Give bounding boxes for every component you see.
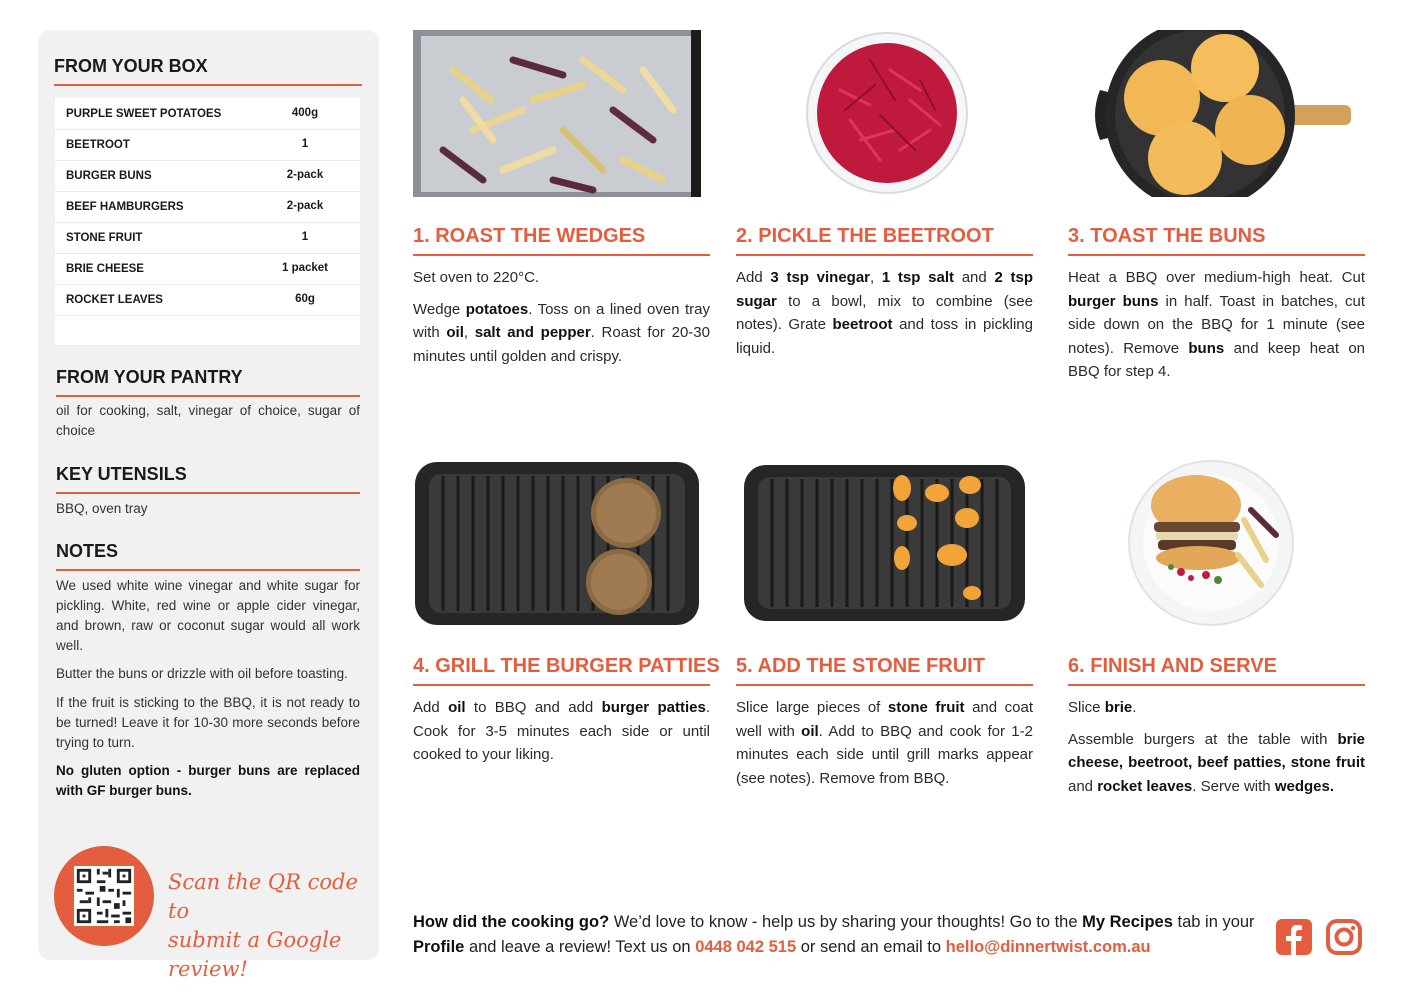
step-paragraph: Slice brie. xyxy=(1068,699,1137,716)
utensils-text: BBQ, oven tray xyxy=(56,501,148,516)
ingredient-name: BEEF HAMBURGERS xyxy=(66,201,184,213)
qr-badge xyxy=(54,846,154,946)
step-5-title: 5. ADD THE STONE FRUIT xyxy=(736,655,1033,686)
notes-gluten-option: No gluten option - burger buns are replaced with GF burger buns. xyxy=(56,763,360,798)
table-row xyxy=(55,191,360,223)
qr-caption-line: Scan the QR code to xyxy=(168,870,358,923)
step-4-title: 4. GRILL THE BURGER PATTIES xyxy=(413,655,710,686)
table-row xyxy=(55,160,360,192)
ingredient-name: PURPLE SWEET POTATOES xyxy=(66,108,222,120)
stone-fruit-photo xyxy=(742,463,1027,623)
toast-buns-photo xyxy=(1090,30,1356,197)
step-1-body xyxy=(413,266,710,376)
step-paragraph: Slice large pieces of stone fruit and coat well with oil. Add to BBQ and cook for 1-2 minutes each side until grill marks appear (see notes). Remove from BBQ. xyxy=(736,699,1033,787)
grill-patties-photo xyxy=(413,460,701,627)
burger-plate-photo xyxy=(1126,460,1296,627)
step-6-title: 6. FINISH AND SERVE xyxy=(1068,655,1365,686)
table-row xyxy=(55,284,360,316)
step-2-body xyxy=(736,266,1033,368)
qr-caption-line: submit a Google review! xyxy=(168,928,342,981)
step-paragraph: Set oven to 220°C. xyxy=(413,269,540,286)
ingredient-name: BRIE CHEESE xyxy=(66,263,144,275)
pantry-heading: FROM YOUR PANTRY xyxy=(56,367,360,397)
roast-wedges-photo xyxy=(413,30,701,197)
ingredient-qty: 400g xyxy=(291,107,319,119)
ingredient-name: STONE FRUIT xyxy=(66,232,143,244)
pickle-beetroot-photo xyxy=(800,30,975,197)
step-paragraph: Assemble burgers at the table with brie cheese, beetroot, beef patties, stone fruit and rocket leaves. Serve with wedges. xyxy=(1068,730,1365,795)
step-5-body xyxy=(736,696,1033,798)
step-paragraph: Add oil to BBQ and add burger patties. Cook for 3-5 minutes each side or until cooked to your liking. xyxy=(413,699,711,763)
qr-code-icon[interactable] xyxy=(74,866,134,926)
ingredient-name: BURGER BUNS xyxy=(66,170,152,182)
email-link[interactable]: hello@dinnertwist.com.au xyxy=(945,938,1151,956)
instagram-icon[interactable] xyxy=(1325,918,1363,956)
review-footer: How did the cooking go? We’d love to know - help us by sharing your thoughts! Go to the My Recipes tab in your Profile and leave a review! Text us on 0448 042 515 or send an email to hello@dinnertwist.com.au xyxy=(413,913,1255,956)
step-4-body xyxy=(413,696,710,775)
step-3-title: 3. TOAST THE BUNS xyxy=(1068,225,1365,256)
qr-caption xyxy=(168,868,368,984)
table-row xyxy=(55,253,360,285)
notes-paragraph: Butter the buns or drizzle with oil before toasting. xyxy=(56,666,348,681)
ingredient-qty: 2-pack xyxy=(286,169,324,181)
ingredient-qty: 1 xyxy=(301,231,309,243)
step-1-title: 1. ROAST THE WEDGES xyxy=(413,225,710,256)
step-paragraph: Wedge potatoes. Toss on a lined oven tray with oil, salt and pepper. Roast for 20-30 minutes until golden and crispy. xyxy=(413,300,710,365)
table-row xyxy=(55,129,360,161)
step-paragraph: Heat a BBQ over medium-high heat. Cut burger buns in half. Toast in batches, cut side down on the BBQ for 1 minute (see notes). Remove buns and keep heat on BBQ for step 4. xyxy=(1068,269,1366,380)
sidebar xyxy=(38,30,379,981)
ingredient-name: ROCKET LEAVES xyxy=(66,294,163,306)
utensils-heading: KEY UTENSILS xyxy=(56,464,360,494)
notes-paragraph: If the fruit is sticking to the BBQ, it is not ready to be turned! Leave it for 10-30 more seconds before trying to turn. xyxy=(56,695,360,750)
facebook-icon[interactable] xyxy=(1275,918,1313,956)
ingredient-qty: 2-pack xyxy=(286,200,324,212)
ingredient-qty: 1 xyxy=(301,138,309,150)
step-3-body xyxy=(1068,266,1365,392)
phone-link[interactable]: 0448 042 515 xyxy=(695,938,797,956)
ingredient-name: BEETROOT xyxy=(66,139,130,151)
pantry-text: oil for cooking, salt, vinegar of choice, sugar of choice xyxy=(56,403,360,438)
step-6-body xyxy=(1068,696,1365,806)
ingredient-qty: 60g xyxy=(295,293,315,305)
notes-paragraph: We used white wine vinegar and white sugar for pickling. White, red wine or apple cider vinegar, and brown, raw or coconut sugar would all work well. xyxy=(56,578,360,653)
step-paragraph: Add 3 tsp vinegar, 1 tsp salt and 2 tsp sugar to a bowl, mix to combine (see notes). Grate beetroot and toss in pickling liquid. xyxy=(736,269,1033,357)
ingredients-table xyxy=(55,98,360,345)
table-row xyxy=(55,222,360,254)
ingredient-qty: 1 packet xyxy=(281,262,329,274)
step-2-title: 2. PICKLE THE BEETROOT xyxy=(736,225,1033,256)
from-your-box-heading: FROM YOUR BOX xyxy=(54,56,362,86)
notes-heading: NOTES xyxy=(56,541,360,571)
table-row xyxy=(55,98,360,130)
